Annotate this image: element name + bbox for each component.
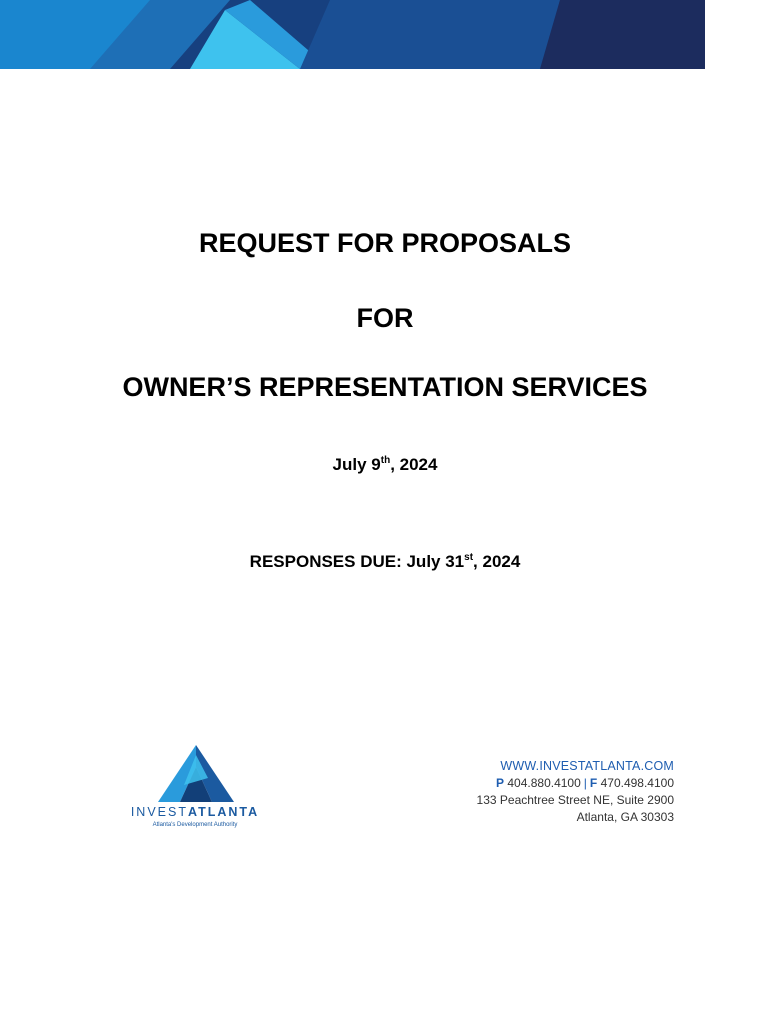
title-line-3: OWNER’S REPRESENTATION SERVICES: [122, 372, 648, 402]
phone-fax-line: [477, 775, 674, 792]
address-line-1: 133 Peachtree Street NE, Suite 2900: [476, 793, 674, 807]
address-line-2: Atlanta, GA 30303: [576, 810, 674, 824]
fax-label: F: [589, 776, 598, 790]
issue-date-year: , 2024: [390, 455, 438, 474]
invest-atlanta-logo: [120, 745, 270, 830]
phone-number: 404.880.4100: [507, 776, 581, 790]
header-banner: [0, 0, 705, 69]
responses-due-suffix: st: [464, 552, 474, 563]
logo-atlanta-text: ATLANTA: [187, 805, 260, 819]
logo-invest-text: INVEST: [130, 805, 188, 819]
responses-due-year: , 2024: [473, 552, 521, 571]
title-line-1: REQUEST FOR PROPOSALS: [198, 228, 572, 258]
logo-tagline: Atlanta's Development Authority: [152, 822, 238, 828]
responses-due: [0, 552, 770, 572]
contact-block: [477, 758, 674, 826]
responses-due-text: RESPONSES DUE: July 31: [249, 552, 465, 571]
issue-date-text: July 9: [332, 455, 381, 474]
logo-a-mark-icon: [156, 745, 236, 803]
website-link[interactable]: WWW.INVESTATLANTA.COM: [500, 759, 674, 773]
logo-wordmark: [120, 805, 270, 819]
issue-date-suffix: th: [380, 455, 391, 466]
separator: |: [583, 776, 587, 790]
fax-number: 470.498.4100: [600, 776, 674, 790]
phone-label: P: [496, 776, 505, 790]
issue-date: [0, 455, 770, 475]
title-line-2: FOR: [356, 303, 414, 333]
